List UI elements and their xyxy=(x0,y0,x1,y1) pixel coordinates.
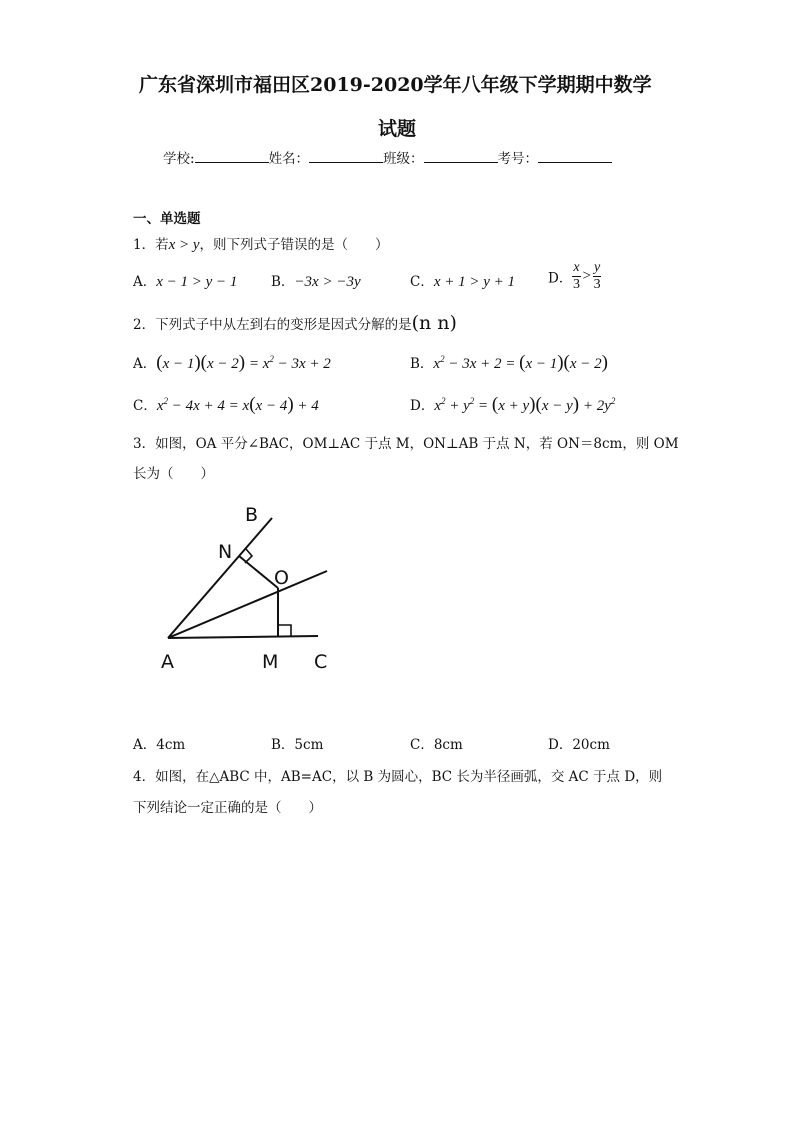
option-label: D． xyxy=(548,737,573,753)
option-expr: x − 1 > y − 1 xyxy=(156,274,238,290)
q3-option-c[interactable] xyxy=(410,733,463,753)
label-b: B xyxy=(245,504,259,526)
right-angle-m xyxy=(278,625,291,637)
option-label: A． xyxy=(133,356,157,372)
q3-option-d[interactable] xyxy=(548,733,610,753)
label-m: M xyxy=(262,651,279,673)
q2-option-a[interactable] xyxy=(133,352,331,374)
name-label: 姓名： xyxy=(268,151,310,167)
label-n: N xyxy=(218,541,233,563)
q1-option-b[interactable] xyxy=(271,270,361,291)
right-angle-n xyxy=(245,549,252,563)
q2-option-c[interactable] xyxy=(133,394,319,416)
q1-stem-prefix: 1．若 xyxy=(133,237,169,253)
option-label: A． xyxy=(133,737,157,753)
q4-stem-line1: 4．如图，在△ABC 中，AB=AC，以 B 为圆心，BC 长为半径画弧，交 AC 于点 D，则 xyxy=(133,769,663,785)
option-expr: $(x - 1)(x - 2) = x^2 - 3x + 2$ xyxy=(156,352,331,373)
q2-stem-tail: (n n) xyxy=(411,312,457,334)
q2-stem-text: 2．下列式子中从左到右的变形是因式分解的是 xyxy=(133,317,412,333)
q1-condition: x > y xyxy=(168,237,200,253)
option-label: A． xyxy=(133,274,157,290)
option-label: D． xyxy=(548,270,573,287)
q4-stem-line2: 下列结论一定正确的是（ ） xyxy=(133,800,322,816)
fraction-right: $\frac{y}{3}$ xyxy=(593,260,601,292)
q3-stem-line2: 长为（ ） xyxy=(133,466,214,482)
exam-number-field[interactable] xyxy=(538,148,612,163)
option-label: B． xyxy=(271,274,295,290)
school-label: 学校: xyxy=(163,151,195,167)
option-value: 8cm xyxy=(433,737,463,753)
option-expr: x + 1 > y + 1 xyxy=(433,274,516,290)
label-a: A xyxy=(161,651,174,673)
exam-number-label: 考号： xyxy=(497,151,539,167)
q2-stem xyxy=(133,312,457,334)
class-field[interactable] xyxy=(424,148,498,163)
option-label: C． xyxy=(133,398,157,414)
q2-option-d[interactable] xyxy=(410,394,615,416)
section-heading: 一、单选题 xyxy=(133,211,201,227)
q2-option-b[interactable] xyxy=(410,352,608,374)
q3-geometry-figure xyxy=(150,498,350,678)
option-value: 5cm xyxy=(294,737,324,753)
label-c: C xyxy=(314,651,328,673)
q1-stem xyxy=(133,233,389,254)
fraction-left: $\frac{x}{3}$ xyxy=(572,260,580,292)
option-value: 20cm xyxy=(572,737,610,753)
option-label: B． xyxy=(271,737,295,753)
q1-option-d[interactable] xyxy=(548,261,601,292)
option-expr: $x^2 - 4x + 4 = x(x - 4) + 4$ xyxy=(156,394,319,415)
q1-option-a[interactable] xyxy=(133,270,237,291)
q3-option-b[interactable] xyxy=(271,733,323,753)
school-field[interactable] xyxy=(195,148,269,163)
option-label: C． xyxy=(410,737,434,753)
option-label: B． xyxy=(410,356,434,372)
ray-ab xyxy=(168,518,272,638)
option-expr: $x^2 - 3x + 2 = (x - 1)(x - 2)$ xyxy=(433,352,608,373)
option-label: C． xyxy=(410,274,434,290)
option-value: 4cm xyxy=(156,737,186,753)
label-o: O xyxy=(274,567,289,589)
name-field[interactable] xyxy=(309,148,383,163)
option-expr: $x^2 + y^2 = (x + y)(x - y) + 2y^2$ xyxy=(434,394,616,415)
q3-stem-line1: 3．如图，OA 平分∠BAC，OM⊥AC 于点 M，ON⊥AB 于点 N，若 ON＝8cm，则 OM xyxy=(133,436,679,452)
segment-on xyxy=(239,556,278,588)
option-label: D． xyxy=(410,398,435,414)
ray-ac xyxy=(168,636,318,638)
ray-ao xyxy=(168,571,327,638)
q3-option-a[interactable] xyxy=(133,733,185,753)
class-label: 班级： xyxy=(383,151,424,167)
option-expr: −3x > −3y xyxy=(294,274,361,290)
info-fields xyxy=(163,147,612,167)
page-title-line2: 试题 xyxy=(378,118,417,140)
q1-stem-suffix: ，则下列式子错误的是（ ） xyxy=(199,237,389,253)
page-title-line1: 广东省深圳市福田区2019-2020学年八年级下学期期中数学 xyxy=(139,74,652,96)
inequality-sign: > xyxy=(582,268,592,284)
q1-option-c[interactable] xyxy=(410,270,515,291)
